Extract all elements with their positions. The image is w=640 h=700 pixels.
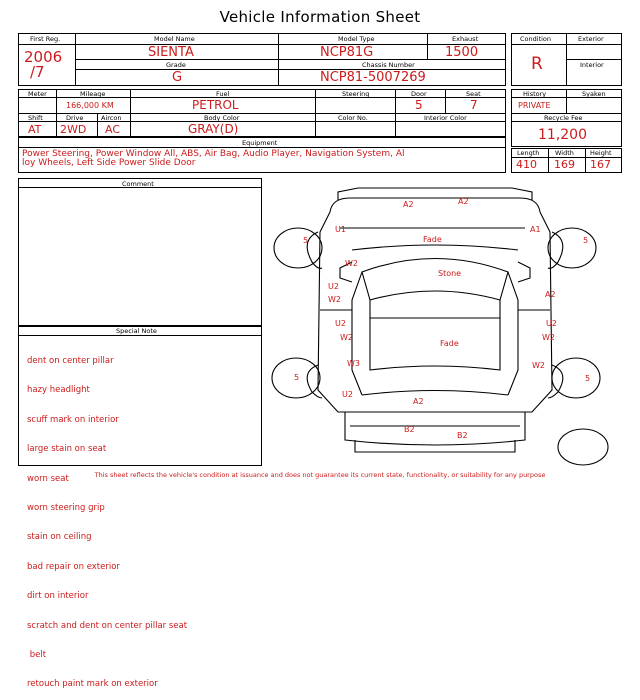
body-color-value: GRAY(D) [188,122,239,136]
u2-left-low-mark: U2 [342,390,353,399]
list-item: worn steering grip [27,503,105,514]
fuel-label: Fuel [216,90,230,98]
list-item: large stain on seat [27,444,107,455]
grade-label: Grade [166,61,186,69]
u2-left-mid-mark: U2 [335,319,346,328]
list-item: bad repair on exterior [27,561,120,572]
length-value: 410 [516,158,537,171]
list-item: dirt on interior [27,591,89,602]
list-item: scuff mark on interior [27,414,119,425]
body-color-label: Body Color [204,114,240,122]
special-note-label: Special Note [116,327,157,335]
tire-front-left-mark: 5 [303,236,309,245]
drive-value: 2WD [60,123,87,136]
u1-mark: U1 [335,225,346,234]
door-value: 5 [415,98,423,112]
meter-label: Meter [28,90,47,98]
seat-value: 7 [470,98,478,112]
width-label: Width [555,149,574,157]
first-reg-month: /7 [30,63,45,81]
a2-right-top-mark: A2 [545,290,556,299]
first-reg-year: 2006 [24,48,63,66]
syaken-label: Syaken [582,90,606,98]
special-note-list [27,337,187,700]
w2-left-top-mark: W2 [328,295,341,304]
b2-rear-left-mark: B2 [404,425,415,434]
fuel-value: PETROL [192,98,239,112]
width-value: 169 [554,158,575,171]
length-label: Length [517,149,540,157]
a1-mark: A1 [530,225,541,234]
comment-box [18,178,262,326]
height-value: 167 [590,158,611,171]
chassis-value: NCP81-5007269 [320,70,426,85]
roof-mark: Fade [440,339,459,348]
list-item: retouch paint mark on exterior [27,679,158,690]
history-label: History [523,90,547,98]
list-item: stain on ceiling [27,532,92,543]
condition-label: Condition [520,35,552,43]
tire-front-right-mark: 5 [583,236,589,245]
tire-rear-right-mark: 5 [585,374,591,383]
list-item: worn seat [27,473,69,484]
mileage-label: Mileage [80,90,106,98]
u2-right-mid-mark: U2 [546,319,557,328]
tire-rear-left-mark: 5 [294,373,300,382]
shift-label: Shift [28,114,43,122]
w3-left-mark: W3 [347,359,360,368]
aircon-value: AC [105,123,121,136]
u2-left-top-mark: U2 [328,282,339,291]
w2-right-mid-mark: W2 [542,333,555,342]
w2-left-mid-mark: W2 [340,333,353,342]
grade-value: G [172,70,183,85]
aircon-label: Aircon [101,114,122,122]
mileage-value: 166,000 KM [66,101,114,110]
comment-label: Comment [122,180,154,188]
model-name-label: Model Name [154,35,195,43]
interior-color-label: Interior Color [424,114,467,122]
windshield-mark: Stone [438,269,462,278]
equipment-line-2: loy Wheels, Left Side Power Slide Door [22,158,196,168]
seat-label: Seat [466,90,481,98]
list-item: scratch and dent on center pillar seat [27,620,188,631]
equipment-label: Equipment [242,139,278,147]
a2-rear-mark: A2 [413,397,424,406]
front-a2-left-mark: A2 [403,200,414,209]
exhaust-value: 1500 [445,45,479,60]
recycle-fee-value: 11,200 [538,127,587,143]
model-type-label: Model Type [338,35,375,43]
recycle-fee-label: Recycle Fee [544,114,583,122]
interior-label: Interior [580,61,604,69]
sheet-title: Vehicle Information Sheet [219,8,421,26]
list-item: dent on center pillar [27,356,114,366]
list-item: hazy headlight [27,385,90,396]
history-value: PRIVATE [518,101,551,110]
front-a2-right-mark: A2 [458,197,469,206]
exterior-label: Exterior [578,35,604,43]
height-label: Height [590,149,612,157]
equipment-line-1: Power Steering, Power Window All, ABS, Air Bag, Audio Player, Navigation System, Al [22,149,405,159]
door-label: Door [411,90,427,98]
shift-value: AT [28,123,42,136]
disclaimer-text: This sheet reflects the vehicle's condition at issuance and does not guarantee its current state, functionality, or suitability for any purpose [94,471,546,479]
condition-value: R [531,54,543,74]
chassis-label: Chassis Number [362,61,415,69]
exhaust-label: Exhaust [452,35,479,43]
list-item: belt [27,650,47,661]
hood-mark: Fade [423,235,442,244]
drive-label: Drive [66,114,84,122]
w2-right-low-mark: W2 [532,361,545,370]
model-name: SIENTA [148,45,194,60]
b2-rear-right-mark: B2 [457,431,468,440]
color-no-label: Color No. [338,114,368,122]
w2-left-front-mark: W2 [345,259,358,268]
model-type: NCP81G [320,45,374,60]
first-reg-label: First Reg. [30,35,61,43]
steering-label: Steering [342,90,370,98]
